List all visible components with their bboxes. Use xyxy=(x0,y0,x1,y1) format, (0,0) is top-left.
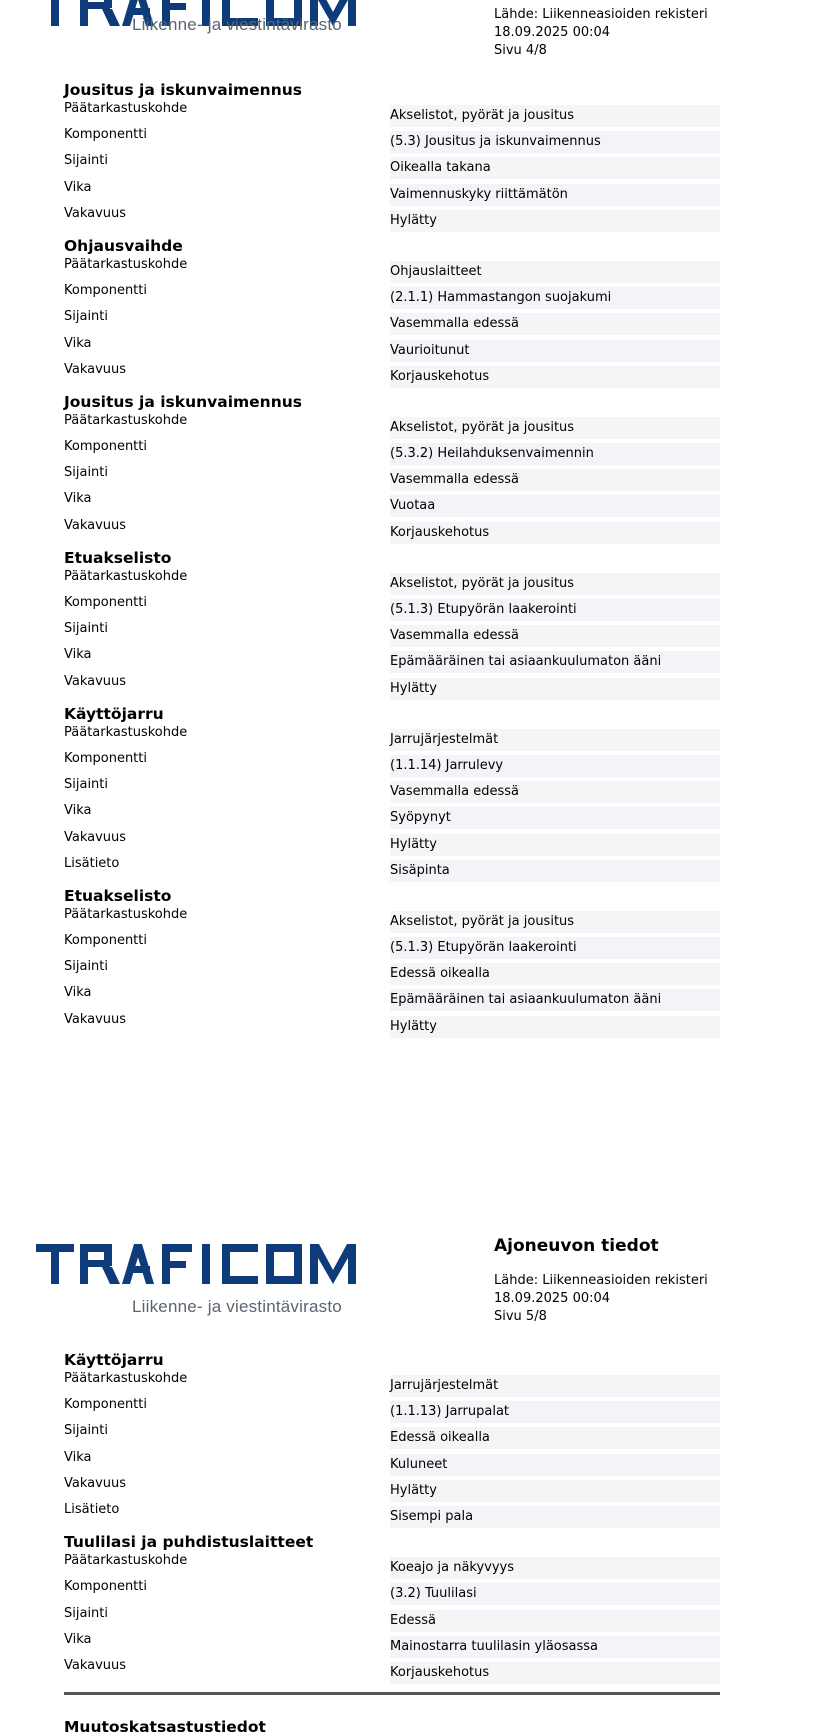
field-label: Komponentti xyxy=(64,1579,147,1595)
defect-section xyxy=(64,1531,720,1684)
field-row xyxy=(64,985,720,1011)
field-value: Hylätty xyxy=(390,834,720,856)
field-label: Vakavuus xyxy=(64,517,127,533)
field-row xyxy=(64,856,720,882)
field-label: Komponentti xyxy=(64,933,147,949)
field-row xyxy=(64,1502,720,1528)
defect-sections xyxy=(64,1346,720,1684)
field-row xyxy=(64,257,720,283)
field-value: Akselistot, pyörät ja jousitus xyxy=(390,417,720,439)
field-value: (3.2) Tuulilasi xyxy=(390,1583,720,1605)
field-row xyxy=(64,362,720,388)
field-label: Vika xyxy=(64,985,92,1001)
field-row xyxy=(64,751,720,777)
field-value: Ohjauslaitteet xyxy=(390,261,720,283)
section-title: Jousitus ja iskunvaimennus xyxy=(64,81,303,99)
report-datetime: 18.09.2025 00:04 xyxy=(494,25,611,40)
field-value: Kuluneet xyxy=(390,1454,720,1476)
field-row xyxy=(64,725,720,751)
defect-section xyxy=(64,79,720,232)
field-row xyxy=(64,1632,720,1658)
field-row xyxy=(64,569,720,595)
field-row xyxy=(64,907,720,933)
field-value: Jarrujärjestelmät xyxy=(390,729,720,751)
field-label: Vika xyxy=(64,335,92,351)
field-label: Päätarkastuskohde xyxy=(64,412,188,428)
field-label: Vika xyxy=(64,491,92,507)
field-row xyxy=(64,1012,720,1038)
next-section-title: Muutoskatsastustiedot xyxy=(64,1718,266,1736)
field-label: Sijainti xyxy=(64,309,109,325)
section-divider xyxy=(64,1692,720,1695)
field-row xyxy=(64,830,720,856)
field-row xyxy=(64,1371,720,1397)
logo-tagline: Liikenne- ja viestintävirasto xyxy=(132,15,342,34)
field-row xyxy=(64,465,720,491)
field-value: Vasemmalla edessä xyxy=(390,313,720,335)
field-row xyxy=(64,803,720,829)
page-header-meta xyxy=(494,6,804,60)
section-title: Jousitus ja iskunvaimennus xyxy=(64,392,303,411)
field-label: Komponentti xyxy=(64,1397,147,1413)
field-row xyxy=(64,153,720,179)
field-label: Sijainti xyxy=(64,1423,109,1439)
field-row xyxy=(64,1450,720,1476)
field-value: (1.1.13) Jarrupalat xyxy=(390,1401,720,1423)
field-label: Päätarkastuskohde xyxy=(64,1553,188,1569)
page-number: Sivu 4/8 xyxy=(494,43,547,58)
field-label: Vakavuus xyxy=(64,829,127,845)
field-value: Hylätty xyxy=(390,678,720,700)
field-value: Vaurioitunut xyxy=(390,340,720,362)
field-label: Päätarkastuskohde xyxy=(64,906,188,922)
field-label: Sijainti xyxy=(64,959,109,975)
field-row xyxy=(64,1579,720,1605)
field-row xyxy=(64,127,720,153)
field-row xyxy=(64,1397,720,1423)
field-row xyxy=(64,777,720,803)
field-value: Akselistot, pyörät ja jousitus xyxy=(390,573,720,595)
field-label: Vakavuus xyxy=(64,1475,127,1491)
section-title: Käyttöjarru xyxy=(64,704,164,723)
logo-tagline: Liikenne- ja viestintävirasto xyxy=(132,1297,342,1316)
field-row xyxy=(64,933,720,959)
field-value: Edessä oikealla xyxy=(390,963,720,985)
defect-section xyxy=(64,547,720,700)
field-row xyxy=(64,206,720,232)
field-label: Komponentti xyxy=(64,127,147,143)
field-value: (5.1.3) Etupyörän laakerointi xyxy=(390,599,720,621)
section-title: Etuakselisto xyxy=(64,548,172,567)
field-label: Vika xyxy=(64,1631,92,1647)
field-row xyxy=(64,491,720,517)
field-label: Päätarkastuskohde xyxy=(64,256,188,272)
field-label: Vakavuus xyxy=(64,673,127,689)
field-value: Vasemmalla edessä xyxy=(390,625,720,647)
field-value: Vuotaa xyxy=(390,495,720,517)
defect-section xyxy=(64,885,720,1038)
field-row xyxy=(64,1553,720,1579)
section-title: Tuulilasi ja puhdistuslaitteet xyxy=(64,1533,314,1552)
field-value: Edessä oikealla xyxy=(390,1427,720,1449)
field-value: Sisäpinta xyxy=(390,860,720,882)
field-label: Vakavuus xyxy=(64,361,127,377)
field-value: Vasemmalla edessä xyxy=(390,781,720,803)
page-header-meta xyxy=(494,1236,804,1326)
field-value: Vaimennuskyky riittämätön xyxy=(390,184,720,206)
field-row xyxy=(64,1658,720,1684)
field-label: Sijainti xyxy=(64,1605,109,1621)
field-value: Epämääräinen tai asiaankuulumaton ääni xyxy=(390,651,720,673)
defect-section xyxy=(64,235,720,388)
source-text: Lähde: Liikenneasioiden rekisteri xyxy=(494,7,708,22)
section-title: Ohjausvaihde xyxy=(64,236,183,255)
field-label: Päätarkastuskohde xyxy=(64,101,188,116)
field-row xyxy=(64,621,720,647)
field-row xyxy=(64,101,720,127)
field-value: Sisempi pala xyxy=(390,1506,720,1528)
field-row xyxy=(64,595,720,621)
field-label: Sijainti xyxy=(64,153,109,169)
field-label: Päätarkastuskohde xyxy=(64,724,188,740)
field-row xyxy=(64,674,720,700)
field-value: Jarrujärjestelmät xyxy=(390,1375,720,1397)
field-value: Koeajo ja näkyvyys xyxy=(390,1557,720,1579)
field-row xyxy=(64,647,720,673)
field-value: (5.3) Jousitus ja iskunvaimennus xyxy=(390,131,720,153)
field-label: Vakavuus xyxy=(64,205,127,221)
report-datetime: 18.09.2025 00:04 xyxy=(494,1291,611,1306)
field-row xyxy=(64,1423,720,1449)
field-value: Korjauskehotus xyxy=(390,522,720,544)
field-value: Akselistot, pyörät ja jousitus xyxy=(390,911,720,933)
field-label: Päätarkastuskohde xyxy=(64,1371,188,1386)
page-title: Ajoneuvon tiedot xyxy=(494,1236,659,1256)
field-row xyxy=(64,439,720,465)
field-value: Korjauskehotus xyxy=(390,366,720,388)
field-label: Sijainti xyxy=(64,621,109,637)
defect-section xyxy=(64,703,720,882)
defect-sections xyxy=(64,76,720,1038)
field-label: Päätarkastuskohde xyxy=(64,568,188,584)
field-label: Komponentti xyxy=(64,595,147,610)
field-row xyxy=(64,336,720,362)
field-value: (2.1.1) Hammastangon suojakumi xyxy=(390,287,720,309)
field-label: Lisätieto xyxy=(64,1501,120,1517)
section-title: Etuakselisto xyxy=(64,886,172,905)
field-value: (5.1.3) Etupyörän laakerointi xyxy=(390,937,720,959)
field-row xyxy=(64,1606,720,1632)
field-label: Komponentti xyxy=(64,750,147,766)
field-value: (5.3.2) Heilahduksenvaimennin xyxy=(390,443,720,465)
source-text: Lähde: Liikenneasioiden rekisteri xyxy=(494,1273,708,1288)
field-row xyxy=(64,518,720,544)
field-value: Mainostarra tuulilasin yläosassa xyxy=(390,1636,720,1658)
field-label: Vakavuus xyxy=(64,1011,127,1027)
field-label: Komponentti xyxy=(64,283,147,299)
field-label: Vakavuus xyxy=(64,1657,127,1673)
field-value: Edessä xyxy=(390,1610,720,1632)
field-value: (1.1.14) Jarrulevy xyxy=(390,755,720,777)
field-value: Epämääräinen tai asiaankuulumaton ääni xyxy=(390,989,720,1011)
field-value: Akselistot, pyörät ja jousitus xyxy=(390,105,720,127)
field-value: Syöpynyt xyxy=(390,807,720,829)
field-value: Hylätty xyxy=(390,1480,720,1502)
field-row xyxy=(64,959,720,985)
field-label: Vika xyxy=(64,647,92,663)
section-title: Käyttöjarru xyxy=(64,1351,164,1369)
defect-section xyxy=(64,391,720,544)
logo-wordmark xyxy=(36,1244,356,1294)
field-value: Hylätty xyxy=(390,1016,720,1038)
field-label: Lisätieto xyxy=(64,855,120,871)
defect-section xyxy=(64,1349,720,1528)
field-label: Komponentti xyxy=(64,439,147,455)
field-label: Sijainti xyxy=(64,777,109,793)
field-row xyxy=(64,283,720,309)
field-label: Vika xyxy=(64,803,92,819)
field-row xyxy=(64,1476,720,1502)
field-row xyxy=(64,309,720,335)
field-label: Sijainti xyxy=(64,465,109,481)
field-value: Hylätty xyxy=(390,210,720,232)
field-row xyxy=(64,413,720,439)
field-value: Oikealla takana xyxy=(390,157,720,179)
field-label: Vika xyxy=(64,179,92,195)
field-value: Vasemmalla edessä xyxy=(390,469,720,491)
field-row xyxy=(64,180,720,206)
field-value: Korjauskehotus xyxy=(390,1662,720,1684)
page-number: Sivu 5/8 xyxy=(494,1309,547,1324)
field-label: Vika xyxy=(64,1449,92,1465)
